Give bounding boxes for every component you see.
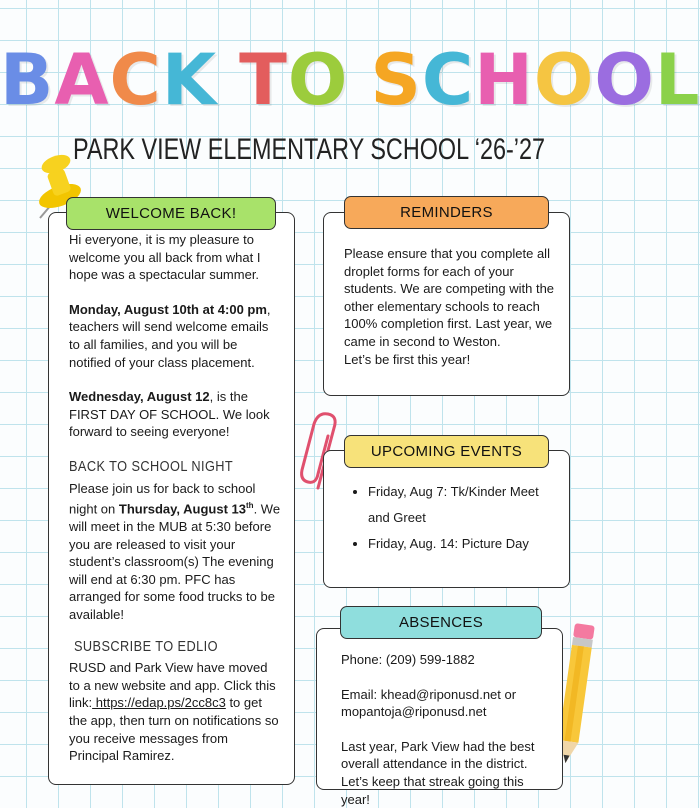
reminders-header: REMINDERS — [344, 196, 549, 229]
edlio-text: RUSD and Park View have moved to a new website and app. Click this link: https://edap.ps/2cc8c3 to get the app, then turn on notifications so you receive messages from Principal Ramirez. — [69, 660, 279, 764]
events-header: UPCOMING EVENTS — [344, 435, 549, 468]
title-letter: S — [370, 39, 422, 121]
title-letter: O — [533, 39, 595, 121]
title-letter: B — [0, 39, 55, 121]
title-letter: O — [287, 39, 349, 121]
title-letter: C — [109, 39, 162, 121]
absences-header: ABSENCES — [340, 606, 542, 639]
reminders-text: Please ensure that you complete all droplet forms for each of your students. We are competing with the other elementary schools to reach 100% completion first. Last year, we came in second to Weston. — [344, 246, 555, 349]
welcome-monday: Monday, August 10th at 4:00 pm, teachers will send welcome emails to all families, and you will be notified of your class placement. — [69, 301, 271, 370]
title-letter: A — [54, 39, 110, 121]
events-card — [323, 450, 570, 588]
btsn-heading: BACK TO SCHOOL NIGHT — [69, 457, 234, 475]
absences-card — [316, 628, 563, 807]
title-letter: T — [239, 39, 288, 121]
page-subtitle: PARK VIEW ELEMENTARY SCHOOL ‘26-’27 — [72, 133, 546, 166]
welcome-card — [48, 212, 295, 785]
page-title — [0, 38, 700, 122]
welcome-wednesday: Wednesday, August 12, is the FIRST DAY OF SCHOOL. We look forward to seeing everyone! — [69, 389, 270, 440]
event-item: • Friday, Aug. 14: Picture Day — [368, 531, 551, 557]
title-letter: O — [594, 39, 655, 121]
absences-text: Last year, Park View had the best overall attendance in the district. Let’s keep that streak going this year! — [341, 738, 535, 807]
title-letter: K — [161, 39, 218, 121]
absences-phone: Phone: (209) 599-1882 — [341, 652, 475, 667]
reminders-card — [323, 212, 570, 396]
btsn-text: Please join us for back to school night on Thursday, August 13th. We will meet in the MUB at 5:30 before you are released to visit your student’s classroom(s) The evening will end at 6:30 pm. PFC has arranged for some food trucks to be available! — [69, 480, 281, 623]
absences-email: Email: khead@riponusd.net or mopantoja@riponusd.net — [341, 686, 517, 720]
title-letter: C — [421, 39, 475, 121]
edlio-heading: SUBSCRIBE TO EDLIO — [74, 637, 218, 655]
welcome-header: WELCOME BACK! — [66, 197, 276, 230]
title-letter: L — [654, 39, 700, 121]
edlio-link[interactable]: https://edap.ps/2cc8c3 — [92, 695, 226, 711]
title-letter: H — [474, 39, 534, 121]
event-item: • Friday, Aug 7: Tk/Kinder Meet and Greet — [368, 479, 551, 531]
reminders-text-2: Let’s be first this year! — [344, 351, 471, 367]
events-list — [346, 479, 551, 557]
welcome-intro: Hi everyone, it is my pleasure to welcome you all back from what I hope was a spectacular summer. — [69, 232, 261, 283]
